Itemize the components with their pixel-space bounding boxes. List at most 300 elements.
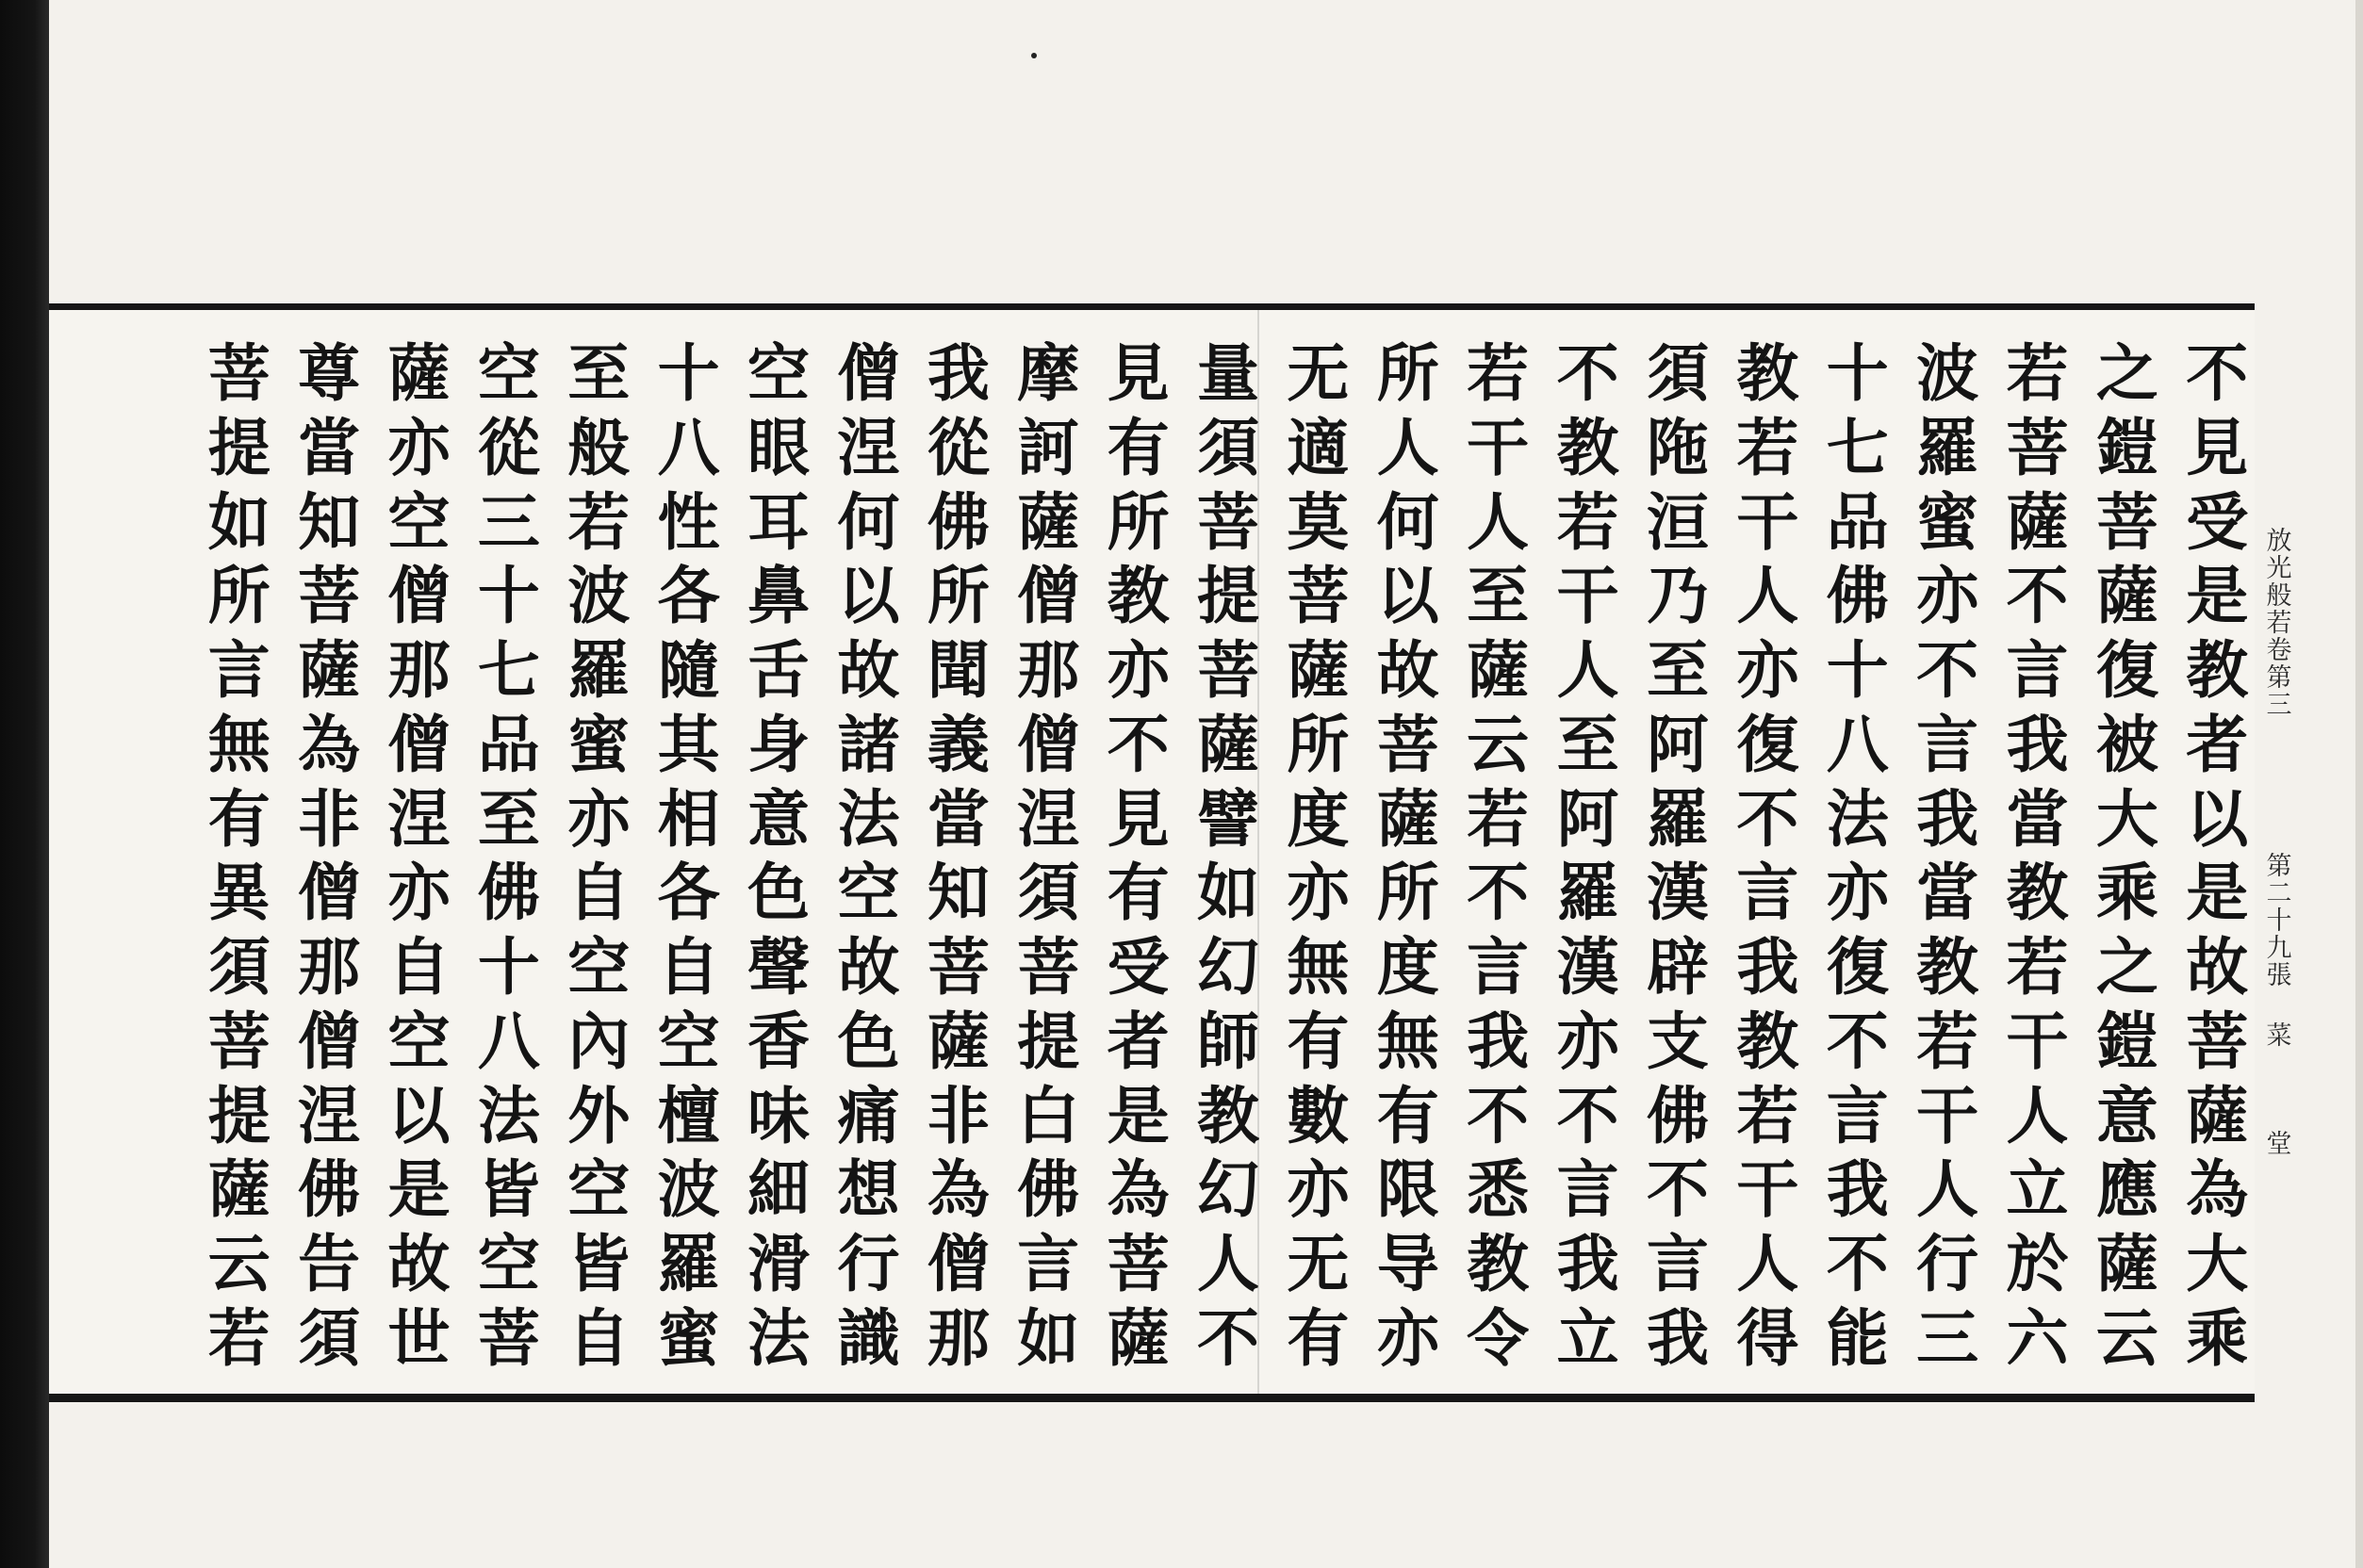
text-character: 薩 xyxy=(2095,559,2158,633)
text-character: 八 xyxy=(477,1004,540,1078)
text-character: 至 xyxy=(567,336,631,410)
text-character: 立 xyxy=(1556,1300,1619,1375)
text-character: 七 xyxy=(477,633,540,708)
text-character: 味 xyxy=(747,1078,811,1152)
text-character: 佛 xyxy=(298,1152,361,1227)
text-column xyxy=(1452,336,1542,1375)
text-character: 外 xyxy=(567,1078,631,1152)
text-character: 不 xyxy=(1107,707,1170,781)
text-character: 薩 xyxy=(298,633,361,708)
text-character: 亦 xyxy=(1826,856,1889,930)
text-character: 鼻 xyxy=(747,559,811,633)
text-character: 是 xyxy=(1107,1078,1170,1152)
text-character: 香 xyxy=(747,1004,811,1078)
text-character: 僧 xyxy=(298,1004,361,1078)
text-character: 十 xyxy=(1826,336,1889,410)
text-character: 立 xyxy=(2006,1152,2069,1227)
text-character: 不 xyxy=(2186,336,2249,410)
text-character: 无 xyxy=(1287,1227,1350,1301)
text-character: 菩 xyxy=(207,336,271,410)
text-character: 見 xyxy=(1107,781,1170,856)
text-character: 羅 xyxy=(1556,856,1619,930)
text-character: 故 xyxy=(2186,930,2249,1004)
text-character: 那 xyxy=(1017,633,1080,708)
text-character: 不 xyxy=(1826,1004,1889,1078)
text-character: 鎧 xyxy=(2095,410,2158,484)
text-character: 亦 xyxy=(1376,1300,1439,1375)
text-character: 所 xyxy=(1376,336,1439,410)
text-character: 那 xyxy=(298,930,361,1004)
text-character: 聲 xyxy=(747,930,811,1004)
text-character: 至 xyxy=(1556,707,1619,781)
text-character: 不 xyxy=(1556,1078,1619,1152)
text-character: 乃 xyxy=(1646,559,1709,633)
text-character: 訶 xyxy=(1017,410,1080,484)
text-character: 菩 xyxy=(1376,707,1439,781)
text-character: 行 xyxy=(837,1227,900,1301)
text-character: 亦 xyxy=(1107,633,1170,708)
text-character: 皆 xyxy=(477,1152,540,1227)
text-character: 有 xyxy=(1287,1300,1350,1375)
text-character: 菩 xyxy=(2186,1004,2249,1078)
text-character: 想 xyxy=(837,1152,900,1227)
text-character: 蜜 xyxy=(567,707,631,781)
text-character: 三 xyxy=(1916,1300,1979,1375)
text-character: 所 xyxy=(927,559,990,633)
text-character: 提 xyxy=(1017,1004,1080,1078)
text-character: 有 xyxy=(1287,1004,1350,1078)
text-character: 乘 xyxy=(2095,856,2158,930)
text-character: 被 xyxy=(2095,707,2158,781)
text-character: 人 xyxy=(1556,633,1619,708)
text-character: 乘 xyxy=(2186,1300,2249,1375)
text-character: 我 xyxy=(1826,1152,1889,1227)
text-column xyxy=(1723,336,1813,1375)
text-column xyxy=(824,336,913,1375)
text-column xyxy=(1633,336,1722,1375)
text-character: 阿 xyxy=(1646,707,1709,781)
text-character: 以 xyxy=(1376,559,1439,633)
text-character: 空 xyxy=(387,484,451,559)
text-character: 言 xyxy=(1916,707,1979,781)
text-character: 至 xyxy=(1646,633,1709,708)
text-character: 我 xyxy=(1646,1300,1709,1375)
text-character: 須 xyxy=(298,1300,361,1375)
text-character: 以 xyxy=(837,559,900,633)
text-character: 受 xyxy=(2186,484,2249,559)
text-character: 是 xyxy=(2186,856,2249,930)
text-character: 不 xyxy=(1646,1152,1709,1227)
text-character: 空 xyxy=(567,930,631,1004)
text-character: 當 xyxy=(1916,856,1979,930)
text-character: 復 xyxy=(1826,930,1889,1004)
text-character: 言 xyxy=(1736,856,1799,930)
text-character: 白 xyxy=(1017,1078,1080,1152)
text-character: 有 xyxy=(1107,410,1170,484)
text-column xyxy=(1183,336,1272,1375)
text-character: 莫 xyxy=(1287,484,1350,559)
text-column xyxy=(284,336,373,1375)
text-character: 色 xyxy=(837,1004,900,1078)
text-character: 何 xyxy=(837,484,900,559)
text-character: 見 xyxy=(2186,410,2249,484)
text-character: 提 xyxy=(1197,559,1259,633)
text-character: 那 xyxy=(387,633,451,708)
text-character: 教 xyxy=(1556,410,1619,484)
text-character: 數 xyxy=(1287,1078,1350,1152)
text-character: 是 xyxy=(387,1152,451,1227)
text-character: 若 xyxy=(1467,336,1530,410)
text-character: 有 xyxy=(207,781,271,856)
text-character: 般 xyxy=(567,410,631,484)
text-character: 僧 xyxy=(927,1227,990,1301)
text-character: 自 xyxy=(567,856,631,930)
text-character: 檀 xyxy=(657,1078,720,1152)
text-character: 涅 xyxy=(1017,781,1080,856)
text-character: 空 xyxy=(387,1004,451,1078)
text-column xyxy=(1993,336,2082,1375)
text-character: 須 xyxy=(1017,856,1080,930)
text-character: 陁 xyxy=(1646,410,1709,484)
text-character: 至 xyxy=(1467,559,1530,633)
text-character: 八 xyxy=(657,410,720,484)
text-character: 教 xyxy=(2006,856,2069,930)
text-character: 薩 xyxy=(2095,1227,2158,1301)
text-character: 無 xyxy=(207,707,271,781)
text-character: 應 xyxy=(2095,1152,2158,1227)
scan-edge-left xyxy=(0,0,49,1568)
text-character: 不 xyxy=(2006,559,2069,633)
text-character: 波 xyxy=(1916,336,1979,410)
text-character: 菩 xyxy=(927,930,990,1004)
text-column xyxy=(913,336,1003,1375)
text-character: 教 xyxy=(1736,1004,1799,1078)
text-character: 干 xyxy=(1467,410,1530,484)
text-character: 意 xyxy=(2095,1078,2158,1152)
text-character: 僧 xyxy=(298,856,361,930)
text-character: 薩 xyxy=(1107,1300,1170,1375)
text-character: 僧 xyxy=(1017,559,1080,633)
text-character: 之 xyxy=(2095,336,2158,410)
text-character: 空 xyxy=(837,856,900,930)
text-character: 空 xyxy=(477,1227,540,1301)
text-column xyxy=(2173,336,2262,1375)
text-character: 我 xyxy=(1916,781,1979,856)
text-character: 無 xyxy=(1287,930,1350,1004)
text-column xyxy=(374,336,464,1375)
text-character: 提 xyxy=(207,1078,271,1152)
text-character: 我 xyxy=(1467,1004,1530,1078)
text-character: 從 xyxy=(927,410,990,484)
text-character: 若 xyxy=(1736,410,1799,484)
text-character: 提 xyxy=(207,410,271,484)
text-character: 言 xyxy=(1646,1227,1709,1301)
text-character: 薩 xyxy=(2186,1078,2249,1152)
text-character: 令 xyxy=(1467,1300,1530,1375)
text-character: 有 xyxy=(1376,1078,1439,1152)
text-character: 滑 xyxy=(747,1227,811,1301)
text-character: 故 xyxy=(387,1227,451,1301)
text-character: 阿 xyxy=(1556,781,1619,856)
text-character: 知 xyxy=(927,856,990,930)
text-character: 佛 xyxy=(927,484,990,559)
text-character: 漢 xyxy=(1556,930,1619,1004)
text-character: 受 xyxy=(1107,930,1170,1004)
text-character: 人 xyxy=(1916,1152,1979,1227)
text-character: 亦 xyxy=(1556,1004,1619,1078)
text-character: 我 xyxy=(927,336,990,410)
text-character: 行 xyxy=(1916,1227,1979,1301)
text-character: 從 xyxy=(477,410,540,484)
text-column xyxy=(464,336,553,1375)
text-character: 為 xyxy=(927,1152,990,1227)
text-character: 何 xyxy=(1376,484,1439,559)
text-character: 之 xyxy=(2095,930,2158,1004)
text-character: 得 xyxy=(1736,1300,1799,1375)
text-character: 若 xyxy=(567,484,631,559)
text-character: 故 xyxy=(837,633,900,708)
text-character: 空 xyxy=(747,336,811,410)
text-character: 菩 xyxy=(1017,930,1080,1004)
text-character: 薩 xyxy=(1017,484,1080,559)
text-character: 空 xyxy=(567,1152,631,1227)
text-character: 非 xyxy=(927,1078,990,1152)
text-character: 以 xyxy=(2186,781,2249,856)
text-character: 十 xyxy=(477,930,540,1004)
text-character: 為 xyxy=(2186,1152,2249,1227)
text-character: 十 xyxy=(1826,633,1889,708)
text-character: 至 xyxy=(477,781,540,856)
text-character: 菩 xyxy=(477,1300,540,1375)
text-character: 尊 xyxy=(298,336,361,410)
text-character: 世 xyxy=(387,1300,451,1375)
text-character: 知 xyxy=(298,484,361,559)
text-character: 復 xyxy=(1736,707,1799,781)
text-character: 於 xyxy=(2006,1227,2069,1301)
text-character: 者 xyxy=(1107,1004,1170,1078)
text-character: 聞 xyxy=(927,633,990,708)
text-character: 人 xyxy=(1197,1227,1259,1301)
text-character: 僧 xyxy=(1017,707,1080,781)
text-character: 法 xyxy=(477,1078,540,1152)
text-character: 幻 xyxy=(1197,930,1259,1004)
text-character: 云 xyxy=(1467,707,1530,781)
text-character: 身 xyxy=(747,707,811,781)
text-character: 云 xyxy=(2095,1300,2158,1375)
text-character: 不 xyxy=(1197,1300,1259,1375)
text-column xyxy=(554,336,644,1375)
text-character: 隨 xyxy=(657,633,720,708)
text-columns xyxy=(57,336,2262,1375)
text-character: 所 xyxy=(207,559,271,633)
text-character: 薩 xyxy=(207,1152,271,1227)
text-character: 言 xyxy=(1467,930,1530,1004)
text-character: 須 xyxy=(207,930,271,1004)
margin-sheet-number: 第二十九張 xyxy=(2266,852,2292,990)
text-character: 干 xyxy=(1916,1078,1979,1152)
text-character: 洹 xyxy=(1646,484,1709,559)
text-character: 以 xyxy=(387,1078,451,1152)
text-character: 教 xyxy=(1736,336,1799,410)
text-character: 干 xyxy=(1736,484,1799,559)
text-character: 十 xyxy=(477,559,540,633)
text-character: 亦 xyxy=(1287,856,1350,930)
margin-title-note: 放光般若卷第三 xyxy=(2266,527,2292,720)
text-character: 薩 xyxy=(1287,633,1350,708)
text-character: 內 xyxy=(567,1004,631,1078)
text-character: 其 xyxy=(657,707,720,781)
text-character: 涅 xyxy=(387,781,451,856)
text-character: 色 xyxy=(747,856,811,930)
text-character: 耳 xyxy=(747,484,811,559)
text-character: 若 xyxy=(1467,781,1530,856)
text-character: 故 xyxy=(1376,633,1439,708)
text-character: 佛 xyxy=(1826,559,1889,633)
text-character: 性 xyxy=(657,484,720,559)
text-character: 不 xyxy=(1826,1227,1889,1301)
text-character: 干 xyxy=(2006,1004,2069,1078)
text-character: 限 xyxy=(1376,1152,1439,1227)
text-character: 若 xyxy=(2006,930,2069,1004)
text-character: 那 xyxy=(927,1300,990,1375)
text-character: 譬 xyxy=(1197,781,1259,856)
text-character: 六 xyxy=(2006,1300,2069,1375)
text-character: 幻 xyxy=(1197,1152,1259,1227)
text-character: 見 xyxy=(1107,336,1170,410)
text-character: 教 xyxy=(1916,930,1979,1004)
text-character: 言 xyxy=(1017,1227,1080,1301)
text-character: 摩 xyxy=(1017,336,1080,410)
text-character: 若 xyxy=(1556,484,1619,559)
text-character: 教 xyxy=(1467,1227,1530,1301)
text-character: 鎧 xyxy=(2095,1004,2158,1078)
text-character: 辟 xyxy=(1646,930,1709,1004)
text-column xyxy=(194,336,284,1375)
text-character: 不 xyxy=(1736,781,1799,856)
text-character: 支 xyxy=(1646,1004,1709,1078)
text-character: 薩 xyxy=(1376,781,1439,856)
text-character: 菩 xyxy=(2095,484,2158,559)
text-character: 若 xyxy=(1916,1004,1979,1078)
text-character: 若 xyxy=(2006,336,2069,410)
text-character: 菩 xyxy=(1107,1227,1170,1301)
text-character: 薩 xyxy=(927,1004,990,1078)
text-character: 导 xyxy=(1376,1227,1439,1301)
text-character: 各 xyxy=(657,559,720,633)
text-character: 不 xyxy=(1556,336,1619,410)
text-character: 亦 xyxy=(567,781,631,856)
text-character: 菩 xyxy=(207,1004,271,1078)
text-column xyxy=(1813,336,1902,1375)
text-character: 所 xyxy=(1376,856,1439,930)
text-character: 意 xyxy=(747,781,811,856)
text-character: 不 xyxy=(1467,1078,1530,1152)
text-character: 品 xyxy=(1826,484,1889,559)
printed-text-block xyxy=(49,303,2255,1402)
text-character: 諸 xyxy=(837,707,900,781)
text-character: 人 xyxy=(1376,410,1439,484)
text-character: 亦 xyxy=(387,410,451,484)
text-character: 量 xyxy=(1197,336,1259,410)
text-character: 我 xyxy=(1556,1227,1619,1301)
text-character: 為 xyxy=(298,707,361,781)
text-character: 八 xyxy=(1826,707,1889,781)
text-column xyxy=(1543,336,1633,1375)
text-character: 菩 xyxy=(2006,410,2069,484)
text-character: 菩 xyxy=(1287,559,1350,633)
text-character: 薩 xyxy=(387,336,451,410)
text-character: 亦 xyxy=(1287,1152,1350,1227)
text-character: 大 xyxy=(2186,1227,2249,1301)
text-character: 復 xyxy=(2095,633,2158,708)
text-character: 涅 xyxy=(837,410,900,484)
text-character: 識 xyxy=(837,1300,900,1375)
text-character: 異 xyxy=(207,856,271,930)
text-character: 故 xyxy=(837,930,900,1004)
text-character: 大 xyxy=(2095,781,2158,856)
text-character: 亦 xyxy=(1916,559,1979,633)
text-character: 當 xyxy=(927,781,990,856)
text-character: 羅 xyxy=(1916,410,1979,484)
text-character: 漢 xyxy=(1646,856,1709,930)
text-character: 空 xyxy=(477,336,540,410)
text-character: 干 xyxy=(1556,559,1619,633)
text-character: 如 xyxy=(207,484,271,559)
text-character: 我 xyxy=(1736,930,1799,1004)
text-character: 法 xyxy=(837,781,900,856)
text-character: 菩 xyxy=(1197,484,1259,559)
text-character: 教 xyxy=(1107,559,1170,633)
text-character: 三 xyxy=(477,484,540,559)
ink-speck xyxy=(1031,53,1037,58)
text-character: 法 xyxy=(1826,781,1889,856)
text-character: 義 xyxy=(927,707,990,781)
text-character: 人 xyxy=(1467,484,1530,559)
text-character: 細 xyxy=(747,1152,811,1227)
text-character: 教 xyxy=(2186,633,2249,708)
text-character: 痛 xyxy=(837,1078,900,1152)
text-character: 言 xyxy=(1826,1078,1889,1152)
text-character: 當 xyxy=(298,410,361,484)
text-character: 各 xyxy=(657,856,720,930)
text-character: 亦 xyxy=(387,856,451,930)
text-column xyxy=(644,336,733,1375)
text-character: 言 xyxy=(1556,1152,1619,1227)
text-character: 空 xyxy=(657,1004,720,1078)
text-character: 皆 xyxy=(567,1227,631,1301)
text-character: 若 xyxy=(207,1300,271,1375)
text-character: 度 xyxy=(1376,930,1439,1004)
text-character: 波 xyxy=(567,559,631,633)
text-character: 自 xyxy=(657,930,720,1004)
text-character: 舌 xyxy=(747,633,811,708)
text-character: 僧 xyxy=(387,707,451,781)
text-character: 品 xyxy=(477,707,540,781)
text-character: 眼 xyxy=(747,410,811,484)
text-character: 者 xyxy=(2186,707,2249,781)
text-character: 薩 xyxy=(1197,707,1259,781)
text-character: 羅 xyxy=(567,633,631,708)
text-character: 自 xyxy=(387,930,451,1004)
text-character: 羅 xyxy=(657,1227,720,1301)
text-character: 僧 xyxy=(387,559,451,633)
text-character: 適 xyxy=(1287,410,1350,484)
text-character: 如 xyxy=(1197,856,1259,930)
margin-carver-mark: 菜 xyxy=(2266,1021,2292,1051)
text-character: 佛 xyxy=(477,856,540,930)
text-character: 人 xyxy=(1736,1227,1799,1301)
text-character: 薩 xyxy=(1467,633,1530,708)
